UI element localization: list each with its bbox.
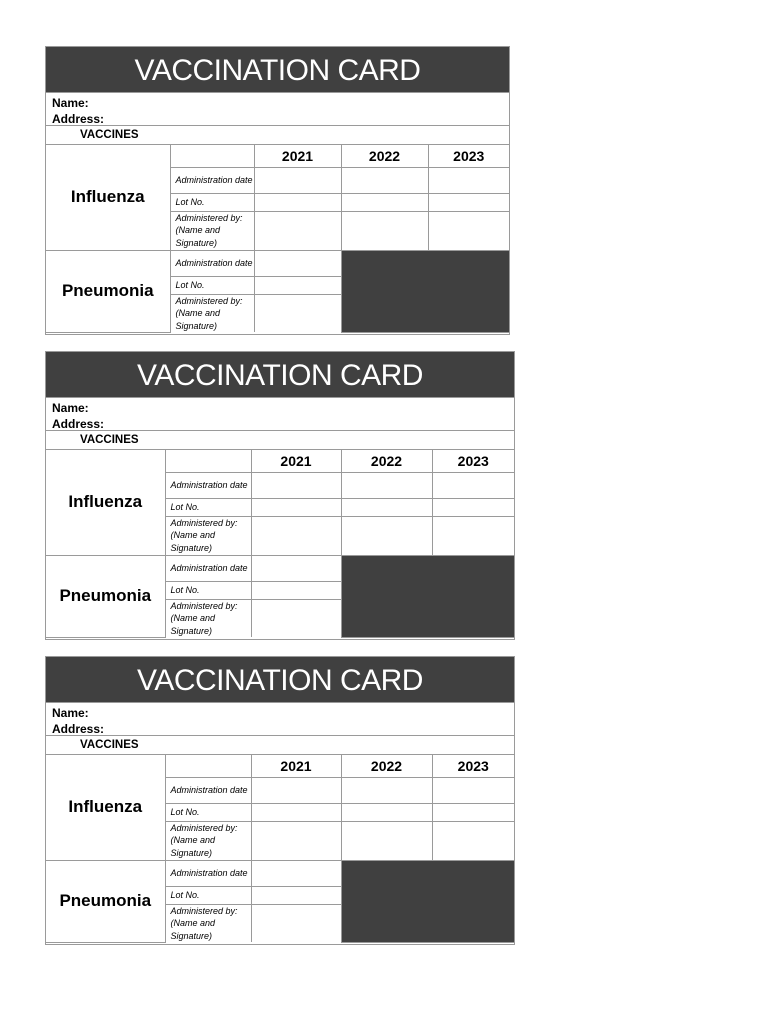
card-title: VACCINATION CARD <box>46 657 514 703</box>
field-administration-date: Administration date <box>165 555 251 581</box>
person-info <box>46 93 509 126</box>
vaccination-card-1 <box>45 46 510 335</box>
entry-cell[interactable] <box>251 581 341 599</box>
field-administered-by: Administered by: (Name and Signature) <box>165 516 251 555</box>
vaccines-label: VACCINES <box>46 736 514 755</box>
entry-cell[interactable] <box>254 276 341 294</box>
table-row <box>46 860 514 886</box>
blank-header-cell <box>170 145 254 167</box>
vaccines-label: VACCINES <box>46 126 509 145</box>
year-2021: 2021 <box>254 145 341 167</box>
year-2021: 2021 <box>251 755 341 777</box>
entry-cell[interactable] <box>254 250 341 276</box>
entry-cell[interactable] <box>432 498 514 516</box>
vaccines-label: VACCINES <box>46 431 514 450</box>
vaccine-name-influenza: Influenza <box>46 145 170 250</box>
field-administered-by: Administered by: (Name and Signature) <box>165 821 251 860</box>
table-row <box>46 250 509 276</box>
entry-cell[interactable] <box>251 904 341 942</box>
blocked-area <box>341 555 514 637</box>
entry-cell[interactable] <box>432 472 514 498</box>
name-label: Name: <box>52 706 89 720</box>
person-info <box>46 703 514 736</box>
blocked-area <box>341 250 509 332</box>
blank-header-cell <box>165 450 251 472</box>
vaccine-name-pneumonia: Pneumonia <box>46 860 165 942</box>
vaccination-card-2 <box>45 351 515 640</box>
entry-cell[interactable] <box>341 803 432 821</box>
vaccine-grid <box>46 145 509 333</box>
entry-cell[interactable] <box>254 294 341 332</box>
vaccine-name-pneumonia: Pneumonia <box>46 250 170 332</box>
entry-cell[interactable] <box>251 498 341 516</box>
name-label: Name: <box>52 96 89 110</box>
year-2021: 2021 <box>251 450 341 472</box>
entry-cell[interactable] <box>341 193 428 211</box>
entry-cell[interactable] <box>251 599 341 637</box>
person-info <box>46 398 514 431</box>
entry-cell[interactable] <box>251 472 341 498</box>
entry-cell[interactable] <box>251 886 341 904</box>
field-lot-no: Lot No. <box>165 498 251 516</box>
entry-cell[interactable] <box>251 803 341 821</box>
year-header-row <box>46 145 509 167</box>
entry-cell[interactable] <box>251 821 341 860</box>
field-administered-by: Administered by: (Name and Signature) <box>170 211 254 250</box>
field-lot-no: Lot No. <box>165 886 251 904</box>
card-title: VACCINATION CARD <box>46 352 514 398</box>
year-header-row <box>46 450 514 472</box>
field-lot-no: Lot No. <box>170 193 254 211</box>
year-2022: 2022 <box>341 450 432 472</box>
blank-header-cell <box>165 755 251 777</box>
field-administration-date: Administration date <box>165 472 251 498</box>
card-title: VACCINATION CARD <box>46 47 509 93</box>
entry-cell[interactable] <box>251 860 341 886</box>
entry-cell[interactable] <box>341 516 432 555</box>
entry-cell[interactable] <box>341 498 432 516</box>
entry-cell[interactable] <box>341 777 432 803</box>
vaccine-grid <box>46 755 514 943</box>
entry-cell[interactable] <box>341 472 432 498</box>
field-lot-no: Lot No. <box>170 276 254 294</box>
entry-cell[interactable] <box>251 777 341 803</box>
address-label: Address: <box>52 722 105 736</box>
entry-cell[interactable] <box>428 193 509 211</box>
vaccine-name-influenza: Influenza <box>46 755 165 860</box>
entry-cell[interactable] <box>251 516 341 555</box>
field-administered-by: Administered by: (Name and Signature) <box>170 294 254 332</box>
field-administration-date: Administration date <box>165 860 251 886</box>
field-administered-by: Administered by: (Name and Signature) <box>165 599 251 637</box>
year-2023: 2023 <box>428 145 509 167</box>
entry-cell[interactable] <box>428 211 509 250</box>
entry-cell[interactable] <box>432 516 514 555</box>
entry-cell[interactable] <box>432 803 514 821</box>
field-lot-no: Lot No. <box>165 803 251 821</box>
entry-cell[interactable] <box>341 211 428 250</box>
blocked-area <box>341 860 514 942</box>
year-2023: 2023 <box>432 450 514 472</box>
year-2022: 2022 <box>341 145 428 167</box>
address-label: Address: <box>52 112 105 126</box>
entry-cell[interactable] <box>341 821 432 860</box>
field-administration-date: Administration date <box>165 777 251 803</box>
table-row <box>46 555 514 581</box>
field-lot-no: Lot No. <box>165 581 251 599</box>
entry-cell[interactable] <box>254 193 341 211</box>
entry-cell[interactable] <box>254 167 341 193</box>
year-header-row <box>46 755 514 777</box>
field-administration-date: Administration date <box>170 167 254 193</box>
field-administration-date: Administration date <box>170 250 254 276</box>
entry-cell[interactable] <box>432 777 514 803</box>
entry-cell[interactable] <box>428 167 509 193</box>
address-label: Address: <box>52 417 105 431</box>
vaccination-card-3 <box>45 656 515 945</box>
name-label: Name: <box>52 401 89 415</box>
entry-cell[interactable] <box>251 555 341 581</box>
vaccine-name-influenza: Influenza <box>46 450 165 555</box>
entry-cell[interactable] <box>254 211 341 250</box>
year-2023: 2023 <box>432 755 514 777</box>
vaccine-grid <box>46 450 514 638</box>
year-2022: 2022 <box>341 755 432 777</box>
entry-cell[interactable] <box>432 821 514 860</box>
entry-cell[interactable] <box>341 167 428 193</box>
field-administered-by: Administered by: (Name and Signature) <box>165 904 251 942</box>
vaccine-name-pneumonia: Pneumonia <box>46 555 165 637</box>
